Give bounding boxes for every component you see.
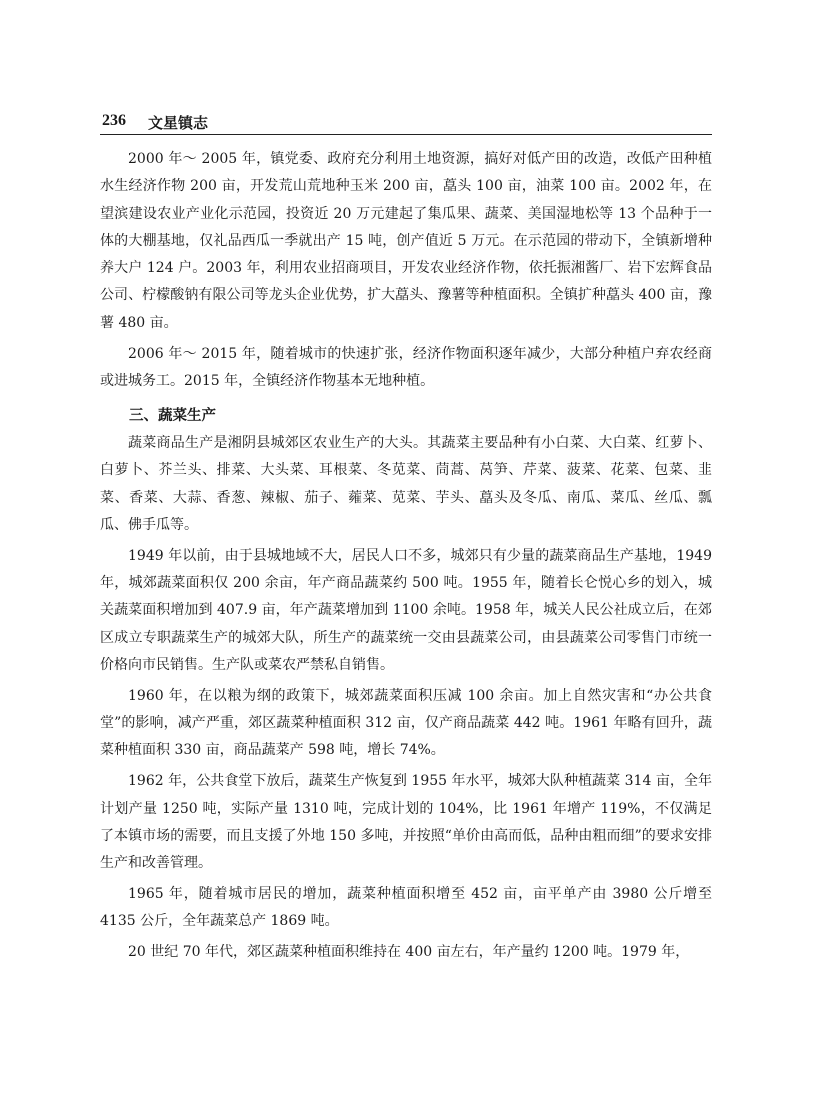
section-heading-vegetable-production: 三、蔬菜生产 (129, 408, 216, 425)
paragraph-vegetables-1965: 1965 年，随着城市居民的增加，蔬菜种植面积增至 452 亩，亩平单产由 3980 公斤增至 4135 公斤，全年蔬菜总产 1869 吨。 (100, 885, 712, 930)
paragraph-vegetables-1960-1961: 1960 年，在以粮为纲的政策下，城郊蔬菜面积压减 100 余亩。加上自然灾害和“办公共食堂”的影响，减产严重，郊区蔬菜种植面积 312 亩，仅产商品蔬菜 442 吨。1961 年略有回升，蔬菜种植面积 330 亩，商品蔬菜产 598 吨，增长 74%。 (100, 687, 712, 759)
paragraph-vegetables-1962: 1962 年，公共食堂下放后，蔬菜生产恢复到 1955 年水平，城郊大队种植蔬菜 314 亩，全年计划产量 1250 吨，实际产量 1310 吨，完成计划的 104%，比 1961 年增产 119%，不仅满足了本镇市场的需要，而且支援了外地 150 多吨，并按照“单价由高而低，品种由粗而细”的要求安排生产和改善管理。 (100, 773, 712, 872)
page-body (100, 146, 712, 970)
page-number: 236 (102, 112, 126, 129)
paragraph-economic-crops-2000-2005: 2000 年～ 2005 年，镇党委、政府充分利用土地资源，搞好对低产田的改造，改低产田种植水生经济作物 200 亩，开发荒山荒地种玉米 200 亩，藠头 100 亩，油菜 100 亩。2002 年，在望滨建设农业产业化示范园，投资近 20 万元建起了集瓜果、蔬菜、美国湿地松等 13 个品种于一体的大棚基地，仅礼品西瓜一季就出产 15 吨，创产值近 5 万元。在示范园的带动下，全镇新增种养大户 124 户。2003 年，利用农业招商项目，开发农业经济作物，依托振湘酱厂、岩下宏辉食品公司、柠檬酸钠有限公司等龙头企业优势，扩大藠头、豫薯等种植面积。全镇扩种藠头 400 亩，豫薯 480 亩。 (100, 151, 712, 331)
paragraph-vegetables-1949-1958: 1949 年以前，由于县城地域不大，居民人口不多，城郊只有少量的蔬菜商品生产基地，1949 年，城郊蔬菜面积仅 200 余亩，年产商品蔬菜约 500 吨。1955 年，随着长仑悦心乡的划入，城关蔬菜面积增加到 407.9 亩，年产蔬菜增加到 1100 余吨。1958 年，城关人民公社成立后，在郊区成立专职蔬菜生产的城郊大队，所生产的蔬菜统一交由县蔬菜公司，由县蔬菜公司零售门市统一价格向市民销售。生产队或菜农严禁私自销售。 (100, 547, 712, 674)
paragraph-economic-crops-2006-2015: 2006 年～ 2015 年，随着城市的快速扩张，经济作物面积逐年减少，大部分种植户弃农经商或进城务工。2015 年，全镇经济作物基本无地种植。 (100, 345, 712, 389)
paragraph-vegetable-varieties: 蔬菜商品生产是湘阴县城郊区农业生产的大头。其蔬菜主要品种有小白菜、大白菜、红萝卜、白萝卜、芥兰头、排菜、大头菜、耳根菜、冬苋菜、茼蒿、莴笋、芹菜、菠菜、花菜、包菜、韭菜、香菜、大蒜、香葱、辣椒、茄子、蕹菜、苋菜、芋头、藠头及冬瓜、南瓜、菜瓜、丝瓜、瓢瓜、佛手瓜等。 (100, 435, 712, 534)
book-title: 文星镇志 (148, 114, 209, 132)
running-header (100, 112, 712, 135)
paragraph-vegetables-1970s: 20 世纪 70 年代，郊区蔬菜种植面积维持在 400 亩左右，年产量约 1200 吨。1979 年， (128, 944, 690, 961)
